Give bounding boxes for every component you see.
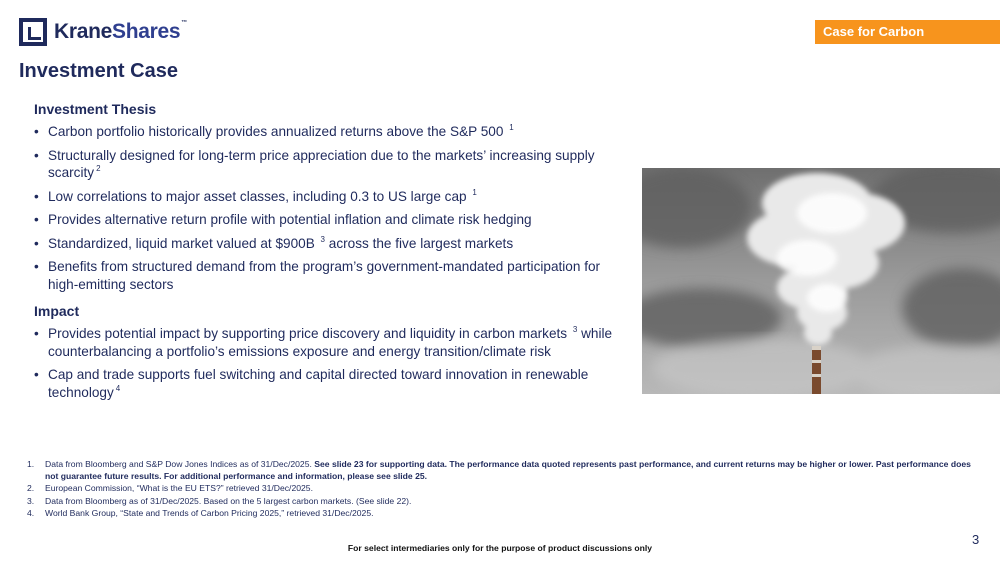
logo-word-krane: Krane	[54, 20, 113, 43]
footnote-item: 1. Data from Bloomberg and S&P Dow Jones Indices as of 31/Dec/2025. See slide 23 for supporting data. The performance data quoted represents past performance, and current returns may be higher or lower. Past performance does not guarantee future results. For additional performance and information, please see slide 25.	[27, 459, 971, 482]
impact-heading: Impact	[34, 303, 80, 319]
page-title: Investment Case	[19, 60, 178, 82]
logo-wordmark	[54, 20, 187, 44]
page-number: 3	[972, 532, 980, 547]
main-content	[34, 101, 624, 407]
list-item: • Standardized, liquid market valued at $900B $^3$ across the five largest markets	[34, 235, 624, 253]
list-item: • Low correlations to major asset classes, including 0.3 to US large cap $^1$	[34, 188, 624, 206]
list-item: • Carbon portfolio historically provides annualized returns above the S&P 500 $^1$	[34, 123, 624, 141]
section-tag: Case for Carbon	[815, 20, 1000, 44]
thesis-heading: Investment Thesis	[34, 101, 157, 117]
footnote-item: 3. Data from Bloomberg as of 31/Dec/2025. Based on the 5 largest carbon markets. (See slide 22).	[27, 495, 412, 506]
list-item: • Provides potential impact by supporting price discovery and liquidity in carbon markets $^3$ while counterbalancing a portfolio’s emissions exposure and energy transition/climate risk	[34, 325, 624, 360]
thesis-list	[34, 123, 624, 293]
logo-word-shares: Shares	[112, 20, 181, 43]
list-item: • Benefits from structured demand from the program’s government-mandated participation for high-emitting sectors	[34, 258, 624, 293]
footnote-item: 4. World Bank Group, “State and Trends of Carbon Pricing 2025,” retrieved 31/Dec/2025.	[27, 507, 374, 518]
footnotes	[27, 458, 972, 519]
list-item: • Structurally designed for long-term price appreciation due to the markets’ increasing supply scarcity $^2$	[34, 147, 624, 182]
list-item: • Provides alternative return profile with potential inflation and climate risk hedging	[34, 211, 624, 229]
list-item: • Cap and trade supports fuel switching and capital directed toward innovation in renewable technology $^4$	[34, 366, 624, 401]
footnote-item: 2. European Commission, “What is the EU ETS?” retrieved 31/Dec/2025.	[27, 483, 313, 494]
impact-list	[34, 325, 624, 401]
logo-trademark: ™	[181, 20, 187, 26]
smokestack-photo	[642, 168, 1000, 394]
logo-mark-icon	[19, 18, 47, 46]
krane-shares-logo	[19, 18, 187, 46]
smokestack-image-icon	[642, 168, 1000, 394]
disclaimer: For select intermediaries only for the purpose of product discussions only	[347, 543, 653, 553]
